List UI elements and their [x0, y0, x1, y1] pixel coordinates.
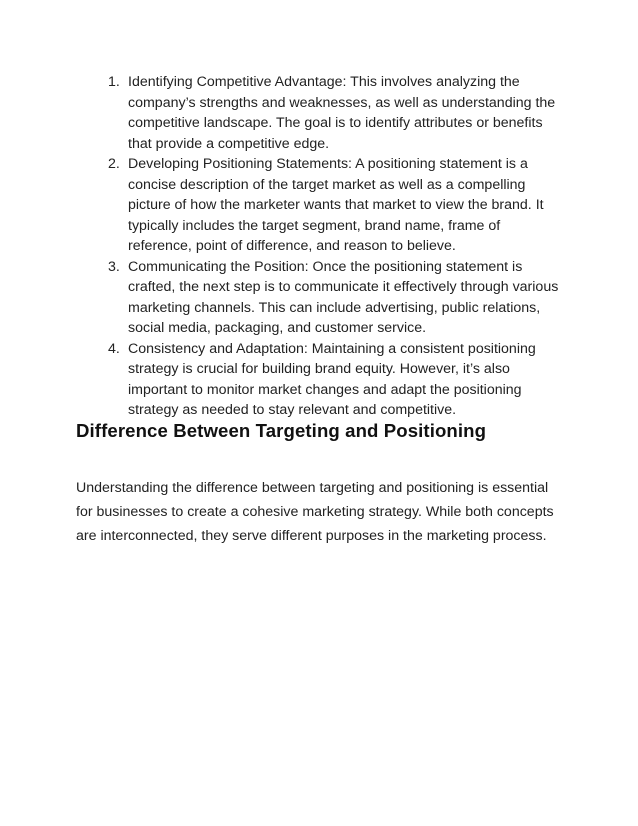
section-heading: Difference Between Targeting and Positioning [76, 420, 487, 441]
list-item-text: Consistency and Adaptation: Maintaining a consistent positioning strategy is crucial for building brand equity. However, it’s also important to monitor market changes and adapt the positioning strategy as needed to stay relevant and competitive. [128, 340, 536, 418]
list-item [108, 339, 568, 421]
list-item-text: Identifying Competitive Advantage: This involves analyzing the company’s strengths and weaknesses, as well as understanding the competitive landscape. The goal is to identify attributes or benefits that provide a competitive edge. [128, 74, 556, 152]
list-item [108, 154, 568, 257]
list-item [108, 257, 568, 339]
list-item-text: Communicating the Position: Once the positioning statement is crafted, the next step is to communicate it effectively through various marketing channels. This can include advertising, public relations, social media, packaging, and customer service. [128, 258, 559, 336]
list-item-number: 2. [108, 156, 120, 172]
list-item-number: 3. [108, 258, 120, 275]
positioning-steps-list [108, 72, 568, 421]
list-item-number: 4. [108, 340, 120, 357]
list-item-number: 1. [108, 74, 120, 90]
section-paragraph: Understanding the difference between targeting and positioning is essential for businesses to create a cohesive marketing strategy. While both concepts are interconnected, they serve different purposes in the marketing process. [76, 480, 554, 545]
list-item-text: Developing Positioning Statements: A positioning statement is a concise description of the target market as well as a compelling picture of how the marketer wants that market to view the brand. It typically includes the target segment, brand name, frame of reference, point of difference, and reason to believe. [128, 156, 544, 254]
list-item [108, 72, 568, 154]
